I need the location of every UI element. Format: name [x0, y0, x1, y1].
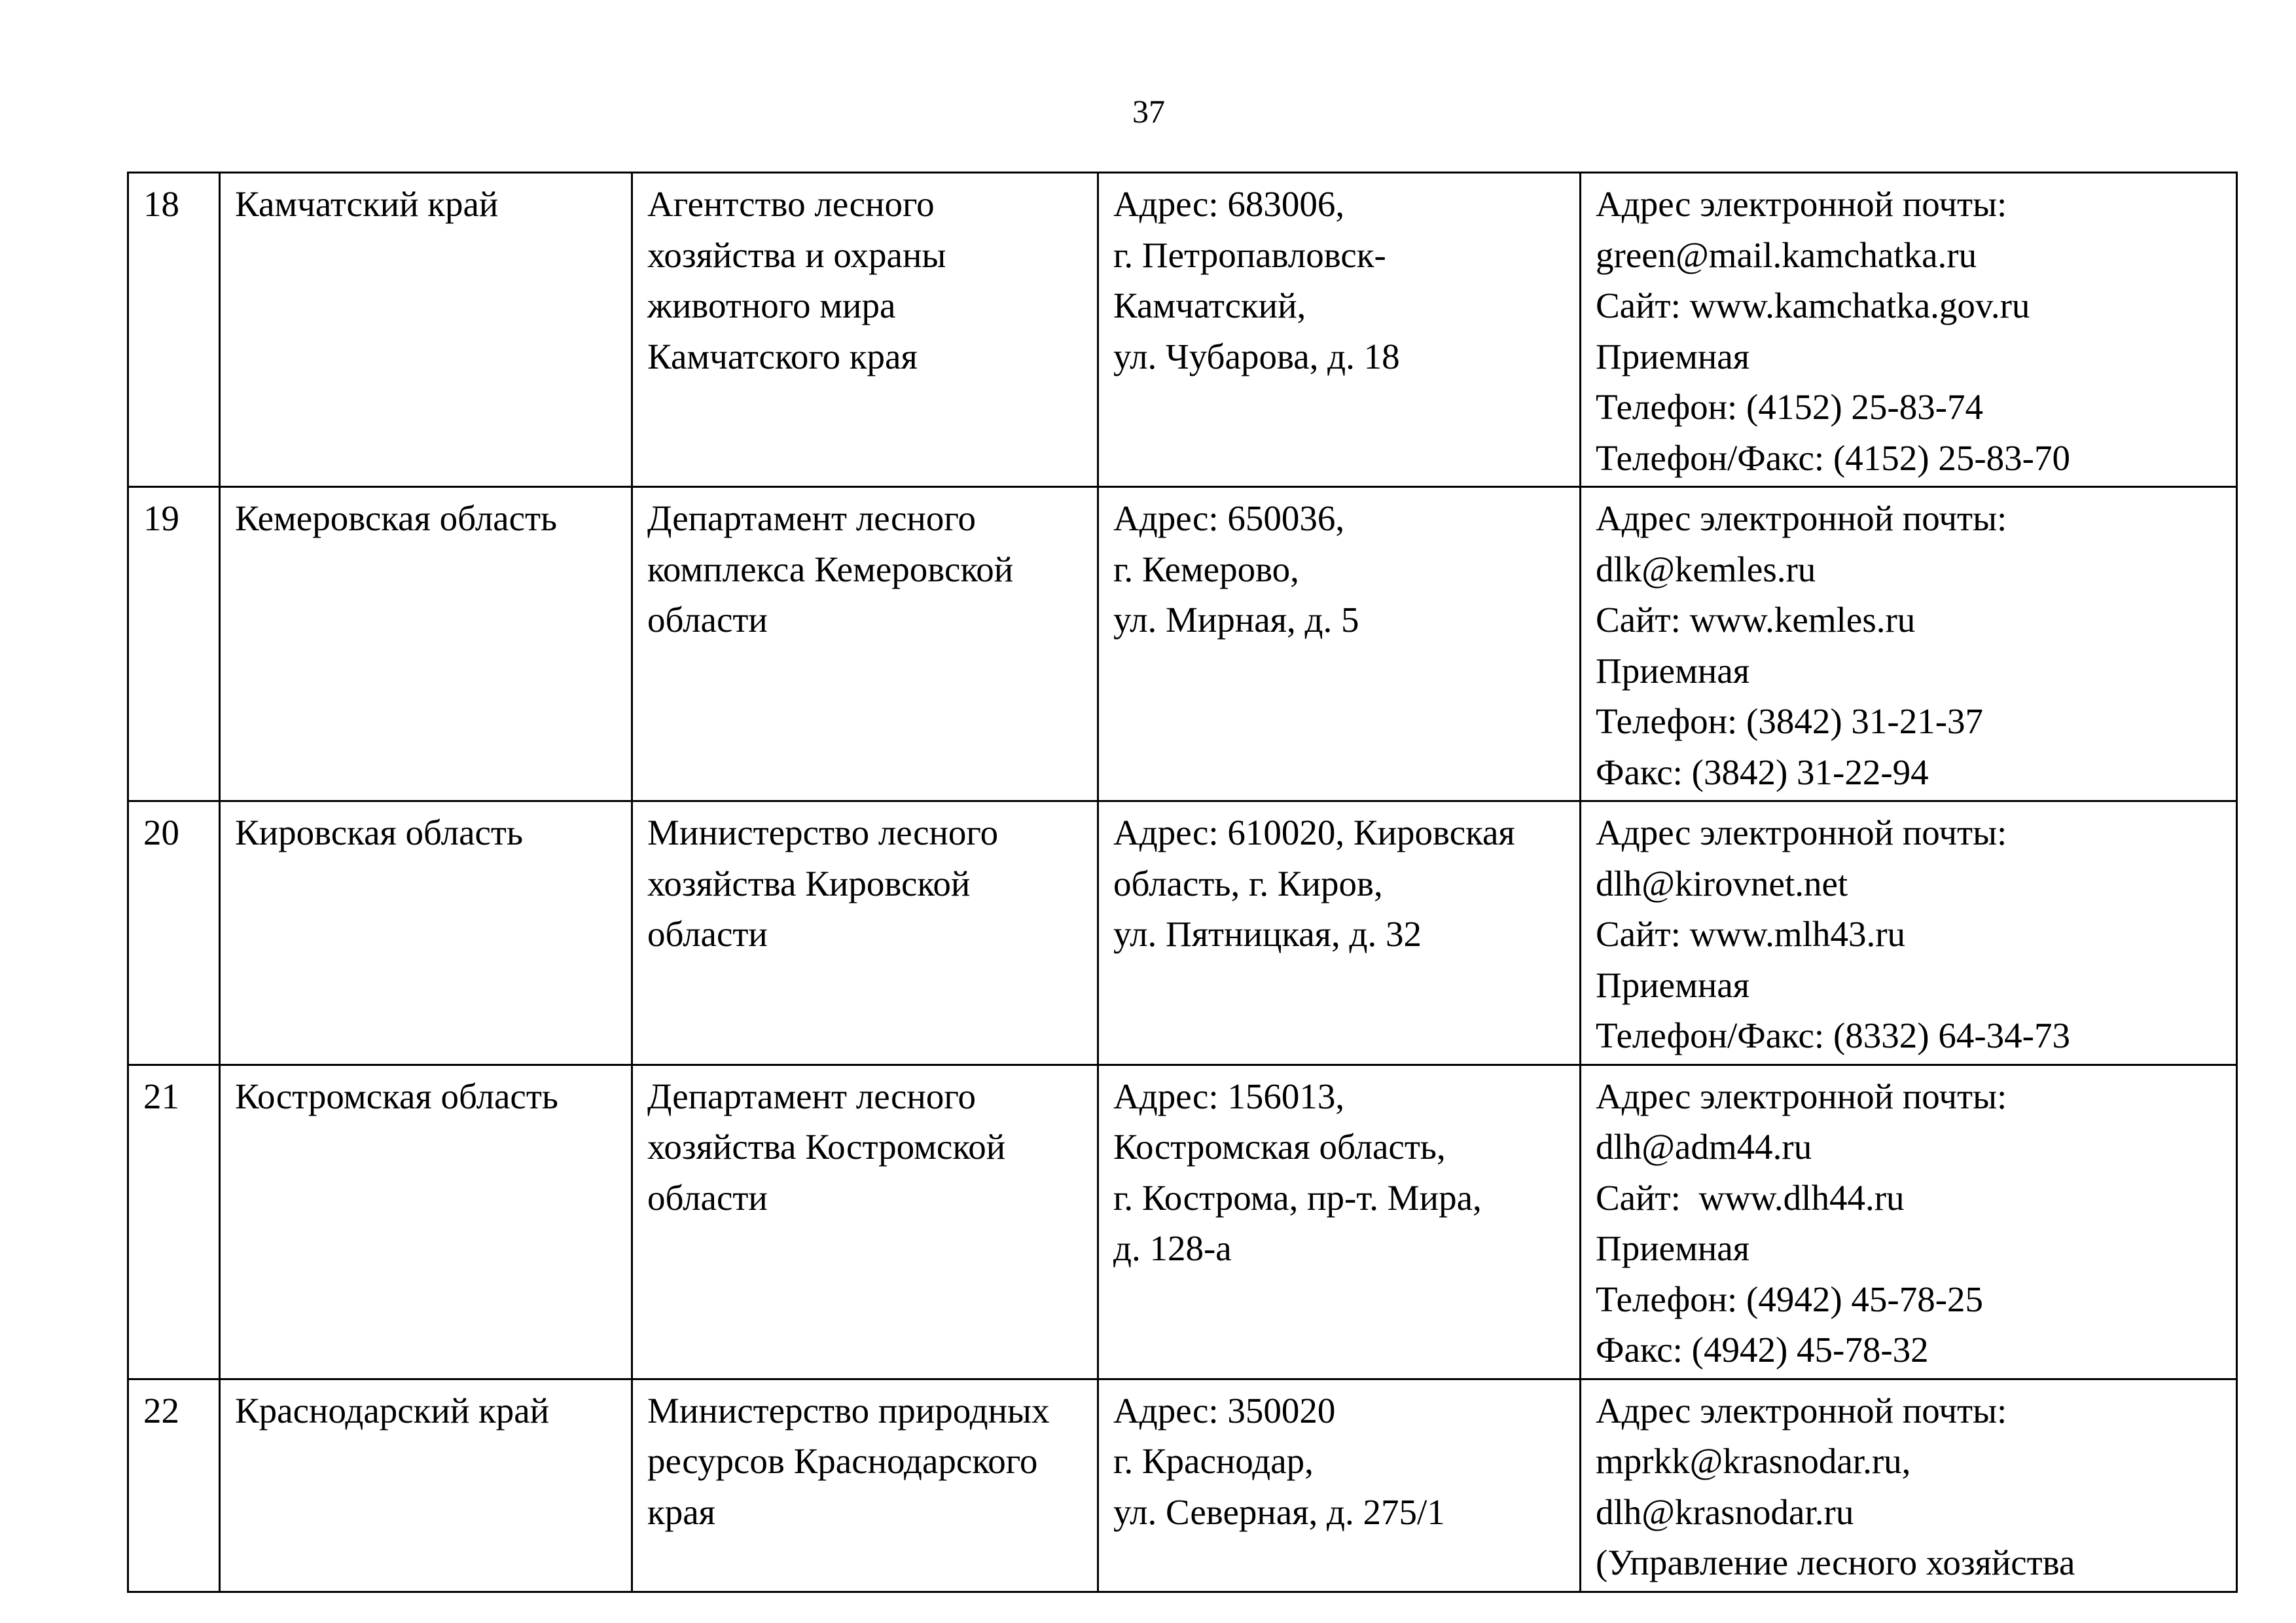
address-line: ул. Мирная, д. 5 — [1113, 600, 1359, 640]
contact-line: Факс: (3842) 31-22-94 — [1596, 752, 1929, 792]
authority-line: края — [647, 1491, 715, 1532]
address-line: Адрес: 683006, — [1113, 184, 1345, 224]
contact-line: Телефон: (4942) 45-78-25 — [1596, 1279, 1984, 1319]
region-cell — [220, 1379, 632, 1592]
contacts-cell — [1581, 801, 2237, 1065]
address-cell — [1098, 173, 1581, 487]
contact-line: (Управление лесного хозяйства — [1596, 1542, 2075, 1582]
authority-line: Министерство лесного — [647, 812, 999, 852]
authority-line: области — [647, 600, 768, 640]
contact-line: Приемная — [1596, 964, 1750, 1005]
row-number-cell — [128, 1065, 220, 1379]
row-number: 21 — [143, 1076, 179, 1116]
contact-line: Сайт: www.dlh44.ru — [1596, 1177, 1905, 1218]
contacts-cell — [1581, 1379, 2237, 1592]
table-row — [128, 801, 2237, 1065]
address-line: Костромская область, — [1113, 1127, 1446, 1167]
address-cell — [1098, 1379, 1581, 1592]
table-row — [128, 1379, 2237, 1592]
contact-line: Сайт: www.kamchatka.gov.ru — [1596, 285, 2030, 325]
contact-line: Факс: (4942) 45-78-32 — [1596, 1330, 1929, 1370]
address-line: Камчатский, — [1113, 285, 1306, 325]
contact-line: Адрес электронной почты: — [1596, 1076, 2007, 1116]
authority-line: Камчатского края — [647, 336, 918, 376]
contact-line: Приемная — [1596, 336, 1750, 376]
contact-line: Телефон/Факс: (8332) 64-34-73 — [1596, 1015, 2070, 1055]
authority-line: Департамент лесного — [647, 1076, 977, 1116]
row-number-cell — [128, 173, 220, 487]
authority-cell — [632, 1379, 1098, 1592]
address-line: г. Петропавловск- — [1113, 234, 1386, 275]
contacts-cell — [1581, 1065, 2237, 1379]
forestry-authorities-table — [127, 172, 2238, 1593]
region-cell — [220, 487, 632, 801]
authority-line: ресурсов Краснодарского — [647, 1441, 1038, 1481]
authority-line: хозяйства Костромской — [647, 1127, 1006, 1167]
authority-line: Департамент лесного — [647, 498, 977, 538]
authority-cell — [632, 1065, 1098, 1379]
authority-line: хозяйства Кировской — [647, 863, 971, 903]
row-number: 18 — [143, 184, 179, 224]
contact-line: Адрес электронной почты: — [1596, 1390, 2007, 1431]
address-line: г. Кемерово, — [1113, 549, 1299, 589]
address-line: ул. Чубарова, д. 18 — [1113, 336, 1400, 376]
contact-line: Телефон/Факс: (4152) 25-83-70 — [1596, 437, 2070, 478]
address-line: Адрес: 610020, Кировская — [1113, 812, 1515, 852]
address-line: Адрес: 156013, — [1113, 1076, 1345, 1116]
region-name: Камчатский край — [235, 184, 499, 224]
authority-line: комплекса Кемеровской — [647, 549, 1014, 589]
region-cell — [220, 173, 632, 487]
contact-line: Сайт: www.kemles.ru — [1596, 600, 1916, 640]
authority-line: хозяйства и охраны — [647, 234, 946, 275]
address-cell — [1098, 487, 1581, 801]
region-cell — [220, 1065, 632, 1379]
authority-line: Министерство природных — [647, 1390, 1050, 1431]
contact-line: Телефон: (4152) 25-83-74 — [1596, 387, 1984, 427]
authority-cell — [632, 487, 1098, 801]
contact-line: dlh@adm44.ru — [1596, 1127, 1812, 1167]
contact-line: Приемная — [1596, 650, 1750, 691]
contact-line: mprkk@krasnodar.ru, — [1596, 1441, 1911, 1481]
region-cell — [220, 801, 632, 1065]
row-number-cell — [128, 1379, 220, 1592]
authority-line: области — [647, 1177, 768, 1218]
address-line: область, г. Киров, — [1113, 863, 1383, 903]
authority-cell — [632, 801, 1098, 1065]
contact-line: Адрес электронной почты: — [1596, 184, 2007, 224]
authority-line: области — [647, 914, 768, 954]
region-name: Костромская область — [235, 1076, 558, 1116]
address-line: г. Кострома, пр-т. Мира, — [1113, 1177, 1482, 1218]
contact-line: Приемная — [1596, 1228, 1750, 1268]
row-number: 19 — [143, 498, 179, 538]
address-cell — [1098, 801, 1581, 1065]
authority-line: Агентство лесного — [647, 184, 935, 224]
address-line: Адрес: 650036, — [1113, 498, 1345, 538]
region-name: Кировская область — [235, 812, 524, 852]
contact-line: Адрес электронной почты: — [1596, 498, 2007, 538]
contact-line: green@mail.kamchatka.ru — [1596, 234, 1977, 275]
table-row — [128, 487, 2237, 801]
row-number-cell — [128, 801, 220, 1065]
table-row — [128, 173, 2237, 487]
address-line: ул. Северная, д. 275/1 — [1113, 1491, 1445, 1532]
contacts-cell — [1581, 487, 2237, 801]
authority-cell — [632, 173, 1098, 487]
address-line: д. 128-а — [1113, 1228, 1232, 1268]
address-line: Адрес: 350020 — [1113, 1390, 1336, 1431]
row-number: 20 — [143, 812, 179, 852]
contact-line: dlh@krasnodar.ru — [1596, 1491, 1854, 1532]
row-number: 22 — [143, 1390, 179, 1431]
table-row — [128, 1065, 2237, 1379]
contacts-cell — [1581, 173, 2237, 487]
region-name: Краснодарский край — [235, 1390, 550, 1431]
address-line: ул. Пятницкая, д. 32 — [1113, 914, 1422, 954]
region-name: Кемеровская область — [235, 498, 558, 538]
address-cell — [1098, 1065, 1581, 1379]
page-number: 37 — [1132, 93, 1165, 130]
contact-line: Телефон: (3842) 31-21-37 — [1596, 701, 1984, 741]
contact-line: dlh@kirovnet.net — [1596, 863, 1848, 903]
contact-line: Сайт: www.mlh43.ru — [1596, 914, 1906, 954]
authority-line: животного мира — [647, 285, 896, 325]
contact-line: dlk@kemles.ru — [1596, 549, 1816, 589]
row-number-cell — [128, 487, 220, 801]
address-line: г. Краснодар, — [1113, 1441, 1314, 1481]
contact-line: Адрес электронной почты: — [1596, 812, 2007, 852]
